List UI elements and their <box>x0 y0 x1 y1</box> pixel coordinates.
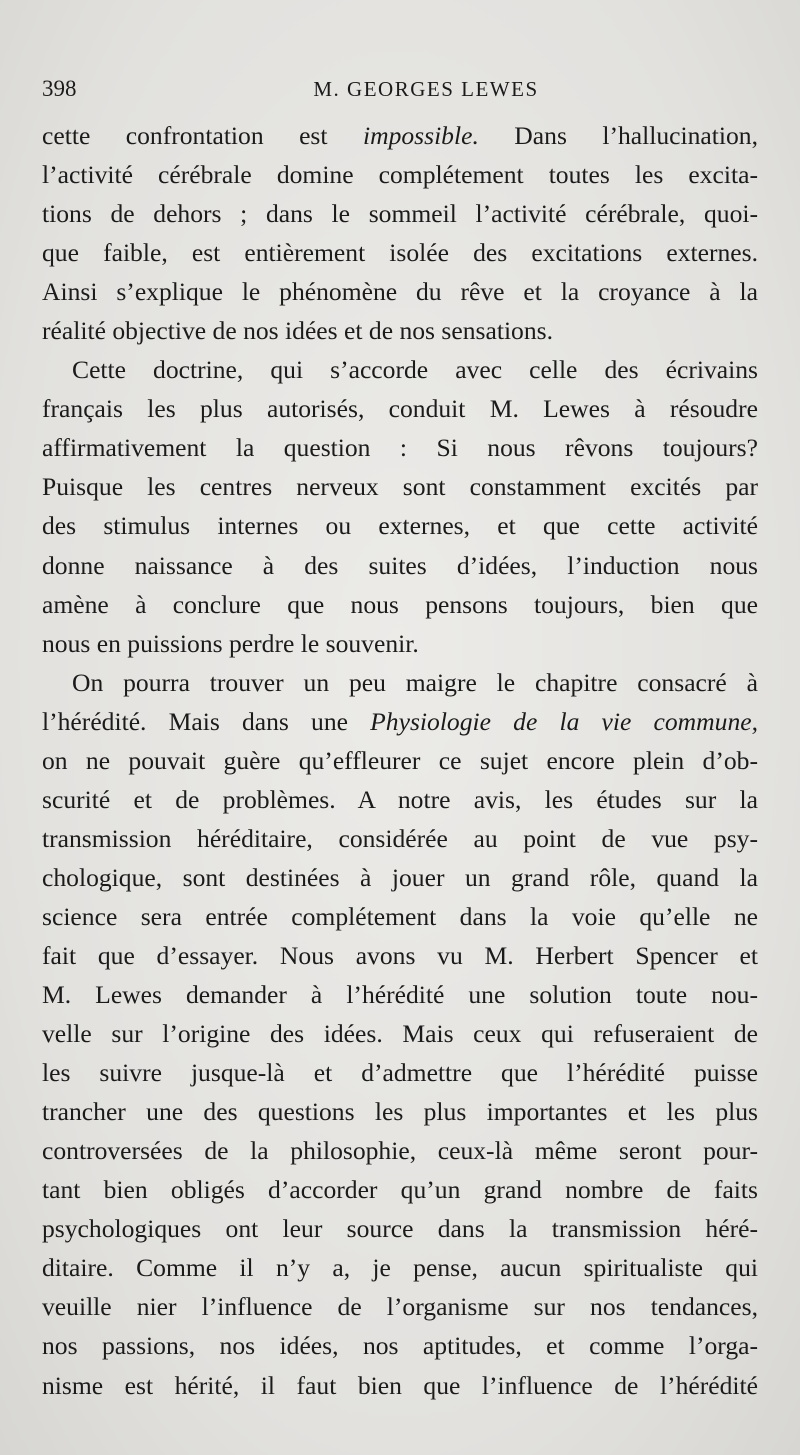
text-line: nos passions, nos idées, nos aptitudes, et comme l’orga- <box>42 1331 758 1361</box>
text-line: l’hérédité. Mais dans une Physiologie de la vie commune, <box>42 706 758 736</box>
text-line: réalité objective de nos idées et de nos sensations. <box>42 316 554 346</box>
running-head: M. GEORGES LEWES <box>313 77 539 101</box>
text-line: M. Lewes demander à l’hérédité une solution toute nou- <box>42 980 758 1010</box>
italic-text: Physiologie de la vie commune, <box>370 706 758 736</box>
text-line: scurité et de problèmes. A notre avis, les études sur la <box>42 784 758 814</box>
text-line: controversées de la philosophie, ceux-là même seront pour- <box>42 1136 758 1166</box>
text-line: transmission héréditaire, considérée au point de vue psy- <box>42 823 758 853</box>
text-line: chologique, sont destinées à jouer un grand rôle, quand la <box>42 862 758 892</box>
page-number: 398 <box>42 76 77 101</box>
text-line: des stimulus internes ou externes, et que cette activité <box>42 511 758 541</box>
text-line: ditaire. Comme il n’y a, je pense, aucun spiritualiste qui <box>42 1253 758 1283</box>
text-line: Puisque les centres nerveux sont constamment excités par <box>42 472 758 502</box>
text-line: on ne pouvait guère qu’effleurer ce sujet encore plein d’ob- <box>42 745 758 775</box>
text-line: donne naissance à des suites d’idées, l’induction nous <box>42 550 758 580</box>
text-line: cette confrontation est impossible. Dans l’hallucination, <box>42 121 759 150</box>
text-line: Ainsi s’explique le phénomène du rêve et la croyance à la <box>42 277 758 307</box>
text-line: fait que d’essayer. Nous avons vu M. Herbert Spencer et <box>42 940 758 970</box>
text-line: veuille nier l’influence de l’organisme sur nos tendances, <box>42 1292 758 1322</box>
body-text <box>42 116 758 1405</box>
text-line: que faible, est entièrement isolée des excitations externes. <box>42 238 758 268</box>
text-line: psychologiques ont leur source dans la transmission héré- <box>42 1214 758 1244</box>
text-line: velle sur l’origine des idées. Mais ceux qui refuseraient de <box>42 1019 758 1049</box>
page-header <box>42 74 758 104</box>
text-line: les suivre jusque-là et d’admettre que l’hérédité puisse <box>42 1058 758 1088</box>
italic-text: impossible. <box>362 121 479 150</box>
text-line: tions de dehors ; dans le sommeil l’activité cérébrale, quoi- <box>42 199 758 229</box>
text-line: amène à conclure que nous pensons toujours, bien que <box>42 589 758 619</box>
text-line: nisme est hérité, il faut bien que l’influence de l’hérédité <box>42 1370 758 1400</box>
text-line: On pourra trouver un peu maigre le chapitre consacré à <box>72 667 758 697</box>
text-line: Cette doctrine, qui s’accorde avec celle des écrivains <box>72 355 758 385</box>
text-line: français les plus autorisés, conduit M. Lewes à résoudre <box>42 394 758 424</box>
text-line: affirmativement la question : Si nous rêvons toujours? <box>42 433 758 463</box>
text-line: nous en puissions perdre le souvenir. <box>42 628 419 658</box>
text-line: l’activité cérébrale domine complétement toutes les excita- <box>42 160 758 190</box>
text-line: trancher une des questions les plus importantes et les plus <box>42 1097 758 1127</box>
text-line: tant bien obligés d’accorder qu’un grand nombre de faits <box>42 1175 758 1205</box>
text-line: science sera entrée complétement dans la voie qu’elle ne <box>42 901 758 931</box>
